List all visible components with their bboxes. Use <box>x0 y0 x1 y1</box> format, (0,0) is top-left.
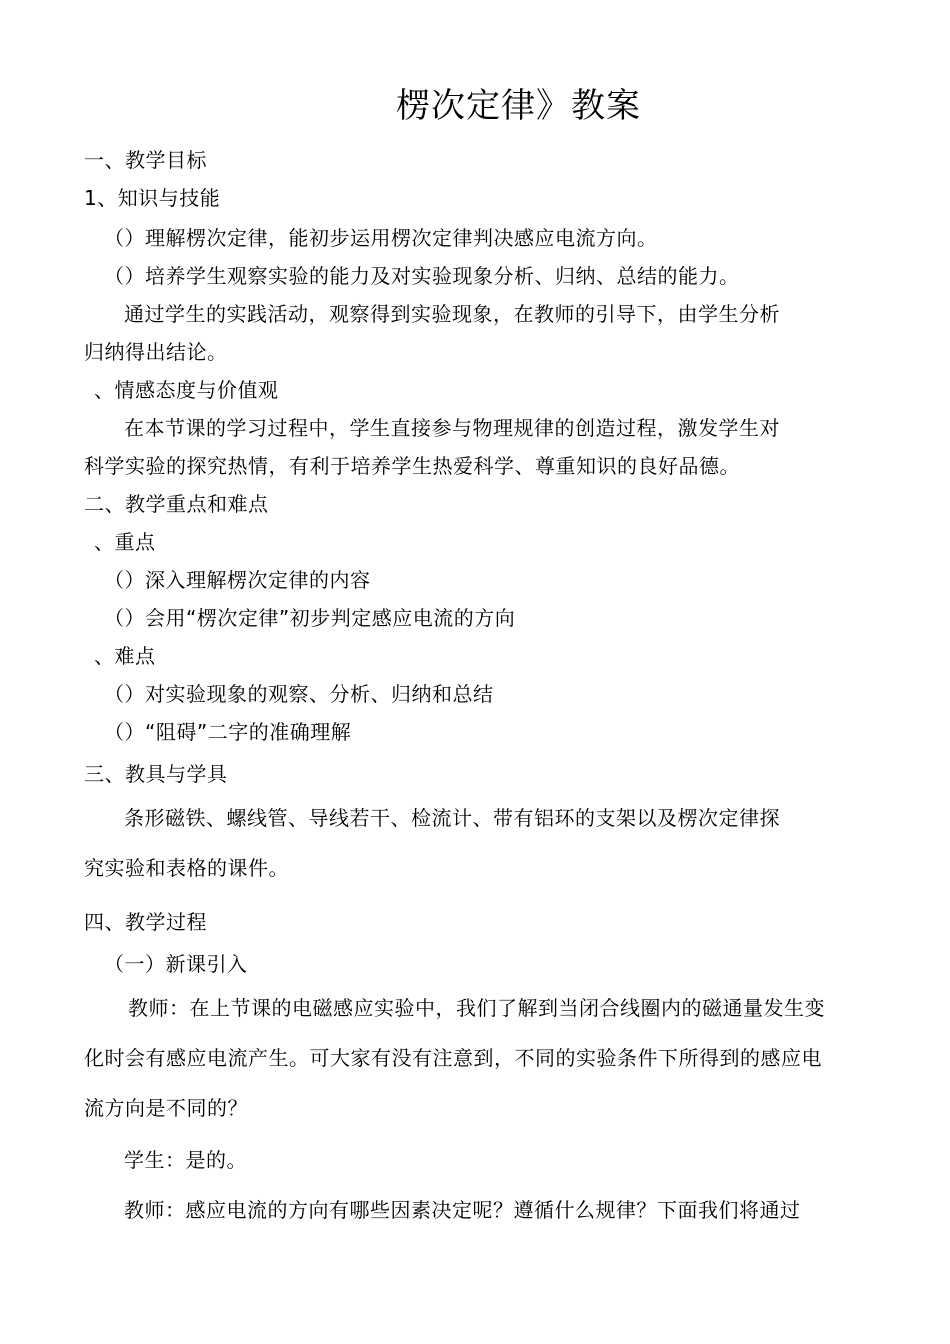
paragraph-line: 流方向是不同的？ <box>84 1096 248 1120</box>
list-item: （）“阻碍”二字的准确理解 <box>104 720 352 744</box>
paragraph-line: 归纳得出结论。 <box>84 340 228 364</box>
paragraph-line: 条形磁铁、螺线管、导线若干、检流计、带有铝环的支架以及楞次定律探 <box>124 806 780 830</box>
section-heading-key-points: 二、教学重点和难点 <box>84 492 269 516</box>
paragraph-line: 在本节课的学习过程中，学生直接参与物理规律的创造过程，激发学生对 <box>124 416 780 440</box>
list-item: （）深入理解楞次定律的内容 <box>104 568 371 592</box>
subheading-attitude-values: 、情感态度与价值观 <box>94 378 279 402</box>
paragraph-line: 通过学生的实践活动，观察得到实验现象，在教师的引导下，由学生分析 <box>124 302 780 326</box>
subheading-knowledge-skills: 1、知识与技能 <box>84 186 221 210</box>
list-item: （）培养学生观察实验的能力及对实验现象分析、归纳、总结的能力。 <box>104 264 740 288</box>
paragraph-line: 究实验和表格的课件。 <box>84 856 289 880</box>
subheading-difficulty: 、难点 <box>94 644 156 668</box>
subheading-key-point: 、重点 <box>94 530 156 554</box>
paragraph-line: 学生：是的。 <box>124 1148 247 1172</box>
section-heading-objectives: 一、教学目标 <box>84 148 207 172</box>
list-item: （）会用“楞次定律”初步判定感应电流的方向 <box>104 606 516 630</box>
section-heading-process: 四、教学过程 <box>84 910 207 934</box>
paragraph-line: 教师：感应电流的方向有哪些因素决定呢？遵循什么规律？下面我们将通过 <box>124 1198 801 1222</box>
list-item: （）对实验现象的观察、分析、归纳和总结 <box>104 682 494 706</box>
paragraph-line: 教师：在上节课的电磁感应实验中，我们了解到当闭合线圈内的磁通量发生变 <box>128 996 825 1020</box>
section-heading-tools: 三、教具与学具 <box>84 762 228 786</box>
paragraph-line: 科学实验的探究热情，有利于培养学生热爱科学、尊重知识的良好品德。 <box>84 454 740 478</box>
subheading-introduction: （一）新课引入 <box>104 952 248 976</box>
list-item: （）理解楞次定律，能初步运用楞次定律判决感应电流方向。 <box>104 226 658 250</box>
paragraph-line: 化时会有感应电流产生。可大家有没有注意到，不同的实验条件下所得到的感应电 <box>84 1046 822 1070</box>
document-title: 楞次定律》教案 <box>396 86 641 126</box>
